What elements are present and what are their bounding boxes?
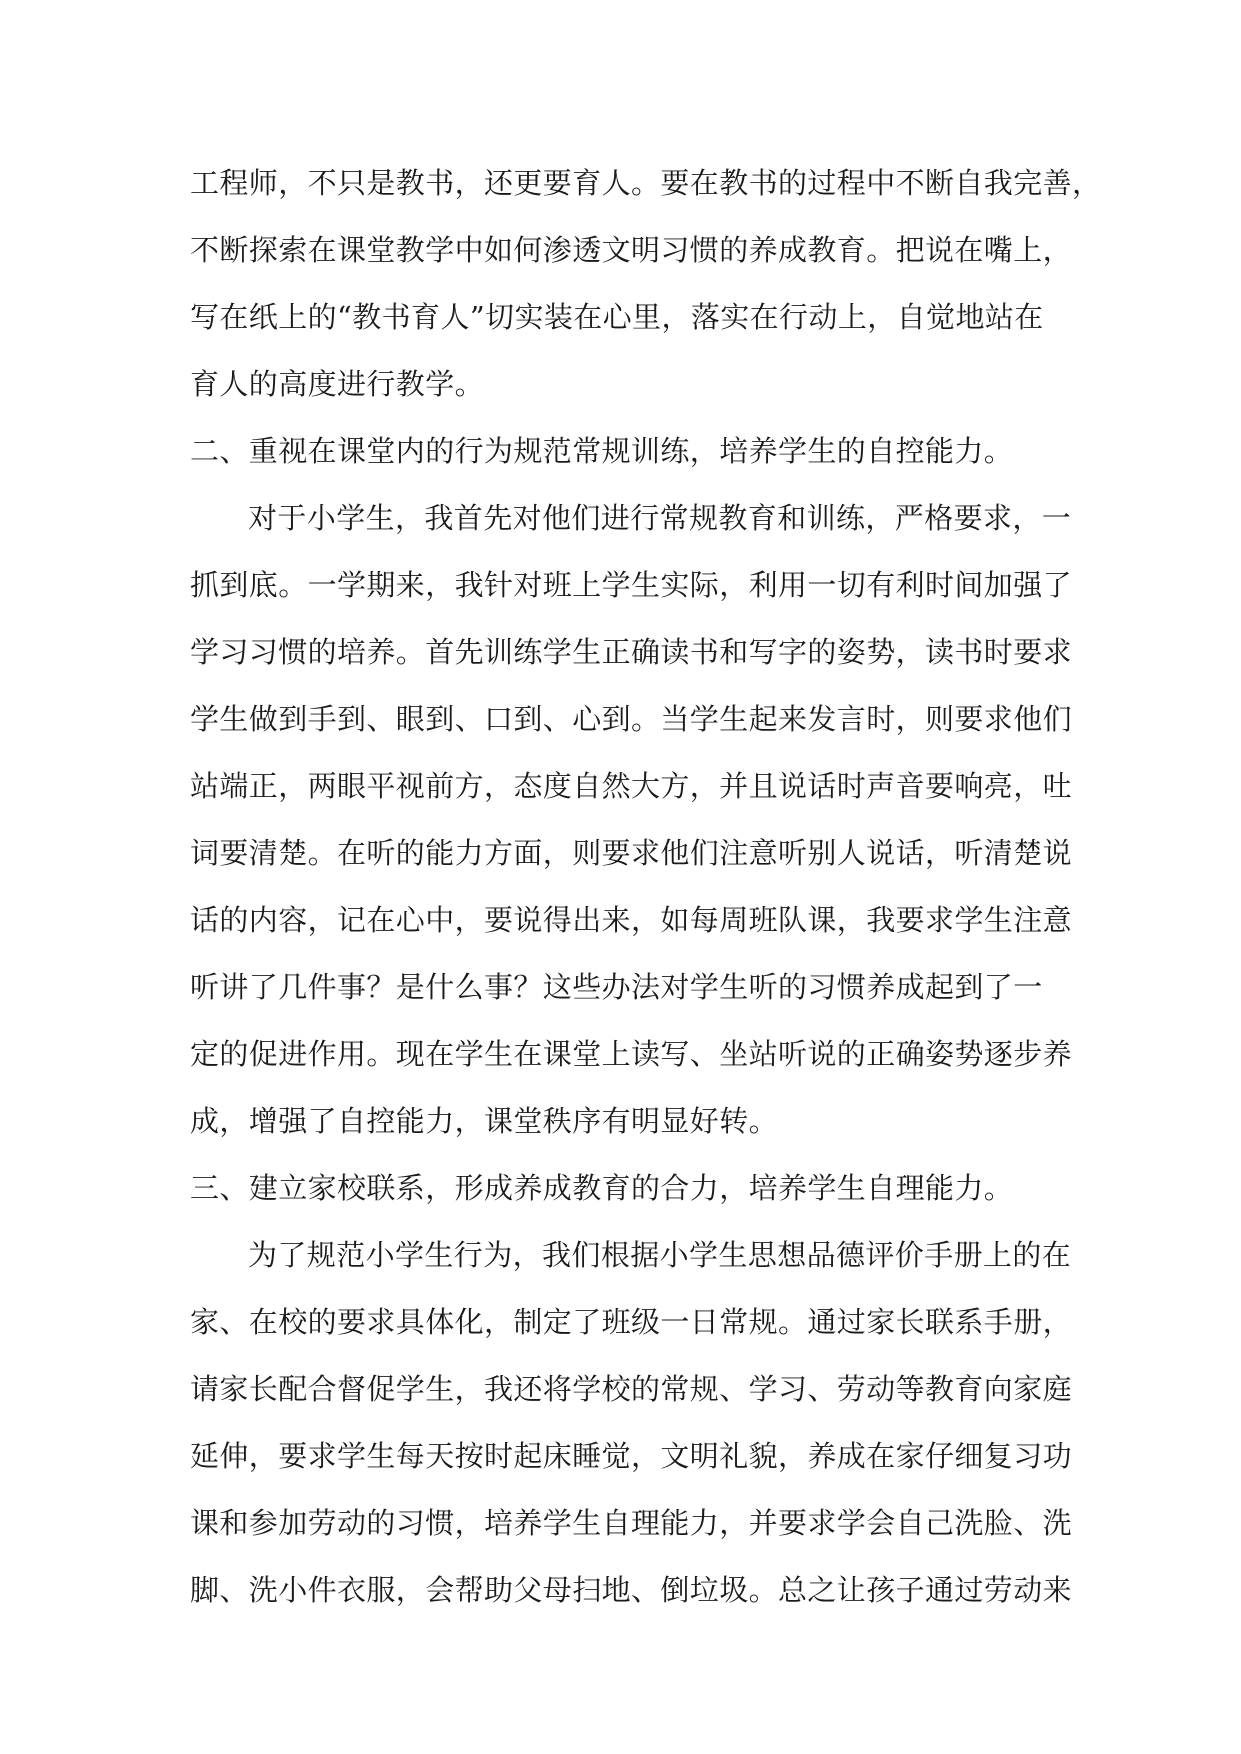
text-line: 延伸，要求学生每天按时起床睡觉，文明礼貌，养成在家仔细复习功: [190, 1439, 1073, 1473]
text-line: 抓到底。一学期来，我针对班上学生实际，利用一切有利时间加强了: [190, 568, 1073, 602]
text-line: 词要清楚。在听的能力方面，则要求他们注意听别人说话，听清楚说: [190, 836, 1073, 870]
text-line: 家、在校的要求具体化，制定了班级一日常规。通过家长联系手册，: [190, 1305, 1073, 1339]
text-line: 听讲了几件事？是什么事？这些办法对学生听的习惯养成起到了一: [190, 970, 1043, 1004]
text-line: 不断探索在课堂教学中如何渗透文明习惯的养成教育。把说在嘴上，: [190, 233, 1073, 267]
text-line: 育人的高度进行教学。: [190, 367, 485, 401]
text-line: 学生做到手到、眼到、口到、心到。当学生起来发言时，则要求他们: [190, 702, 1073, 736]
document-body: [190, 150, 1102, 1624]
text-line: 写在纸上的“教书育人”切实装在心里，落实在行动上，自觉地站在: [190, 300, 1044, 334]
text-line: 工程师，不只是教书，还更要育人。要在教书的过程中不断自我完善，: [190, 166, 1102, 200]
text-line: 学习习惯的培养。首先训练学生正确读书和写字的姿势，读书时要求: [190, 635, 1073, 669]
text-line: 课和参加劳动的习惯，培养学生自理能力，并要求学会自己洗脸、洗: [190, 1506, 1073, 1540]
text-line: 对于小学生，我首先对他们进行常规教育和训练，严格要求，一: [248, 501, 1072, 535]
text-line: 请家长配合督促学生，我还将学校的常规、学习、劳动等教育向家庭: [190, 1372, 1073, 1406]
text-line: 定的促进作用。现在学生在课堂上读写、坐站听说的正确姿势逐步养: [190, 1037, 1073, 1071]
text-line: 二、重视在课堂内的行为规范常规训练，培养学生的自控能力。: [190, 434, 1014, 468]
text-line: 站端正，两眼平视前方，态度自然大方，并且说话时声音要响亮，吐: [190, 769, 1073, 803]
text-line: 为了规范小学生行为，我们根据小学生思想品德评价手册上的在: [248, 1238, 1072, 1272]
text-line: 脚、洗小件衣服，会帮助父母扫地、倒垃圾。总之让孩子通过劳动来: [190, 1573, 1073, 1607]
text-line: 三、建立家校联系，形成养成教育的合力，培养学生自理能力。: [190, 1171, 1014, 1205]
text-line: 成，增强了自控能力，课堂秩序有明显好转。: [190, 1104, 779, 1138]
text-line: 话的内容，记在心中，要说得出来，如每周班队课，我要求学生注意: [190, 903, 1073, 937]
